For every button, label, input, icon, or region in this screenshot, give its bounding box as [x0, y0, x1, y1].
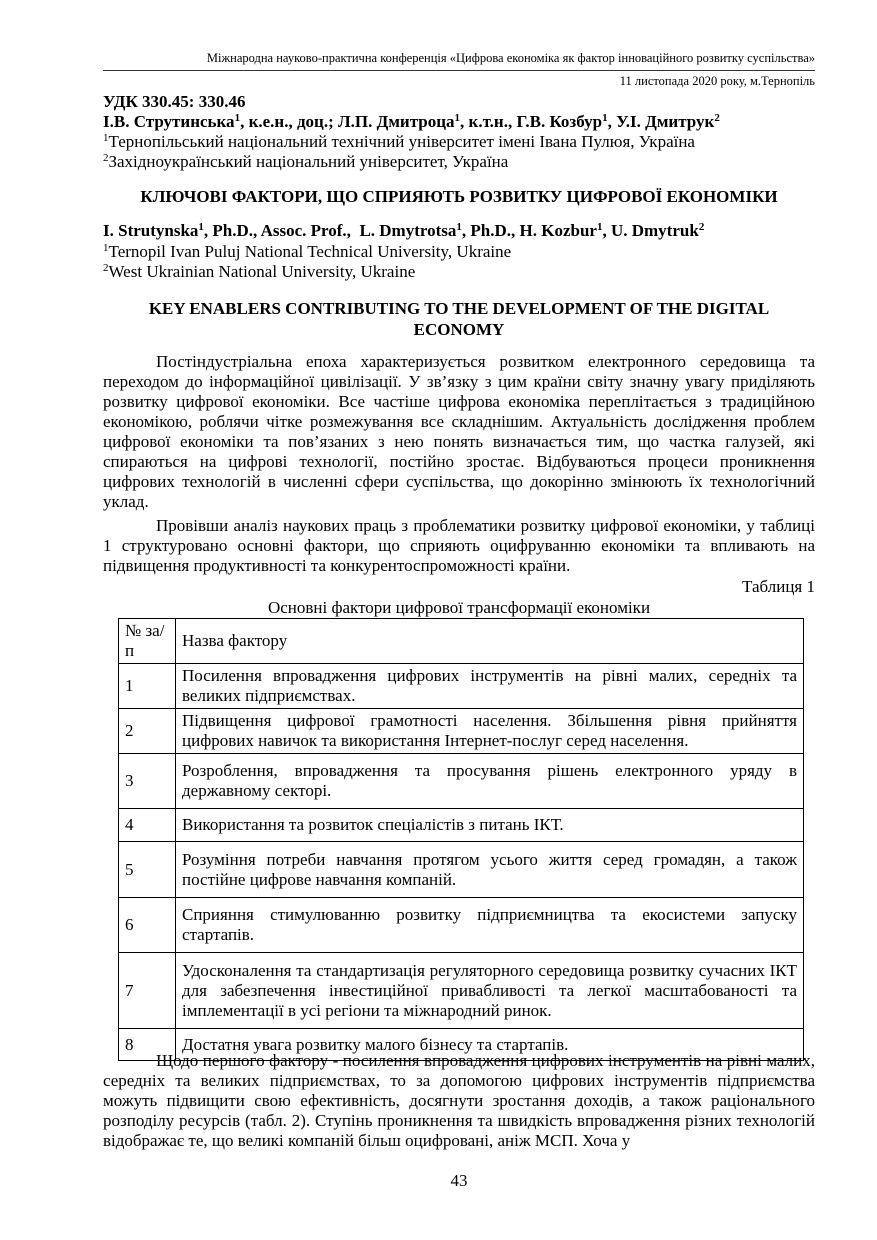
table-row — [119, 898, 804, 953]
udc-code: УДК 330.45: 330.46 — [103, 92, 246, 111]
affiliation-text: Тернопільський національний технічний університет імені Івана Пулюя, Україна — [108, 132, 695, 151]
author-credentials: , — [602, 221, 611, 240]
paper-title-en: KEY ENABLERS CONTRIBUTING TO THE DEVELOPMENT OF THE DIGITAL ECONOMY — [148, 299, 770, 339]
author-name: Г.В. Козбур — [516, 112, 603, 131]
table-row — [119, 709, 804, 754]
row-factor: Підвищення цифрової грамотності населення. Збільшення рівня прийняття цифрових навичок та використання Інтернет-послуг серед населення. — [176, 709, 804, 754]
author-name: I. Strutynska — [103, 221, 199, 240]
author-name: L. Dmytrotsa — [359, 221, 457, 240]
affiliation-text: Західноукраїнський національний університет, Україна — [108, 152, 509, 171]
body-paragraph-3: Щодо першого фактору - посилення впровадження цифрових інструментів на рівні малих, середніх та великих підприємствах, то за допомогою цифрових інструментів підприємства можуть підвищити свою ефективність, досягнути зростання доходів, а також раціонального розподілу ресурсів (табл. 2). Ступінь проникнення та швидкість впровадження різних технологій відображає те, що великі компаній більш оцифровані, аніж МСП. Хоча у — [103, 1051, 815, 1150]
authors-en — [103, 221, 815, 241]
affiliation-text: Ternopil Ivan Puluj National Technical University, Ukraine — [108, 242, 512, 261]
paper-title-ua: КЛЮЧОВІ ФАКТОРИ, ЩО СПРИЯЮТЬ РОЗВИТКУ ЦИФРОВОЇ ЕКОНОМІКИ — [140, 187, 778, 206]
affiliation-en-2 — [103, 262, 815, 282]
body-paragraph-2: Провівши аналіз наукових праць з проблематики розвитку цифрової економіки, у таблиці 1 структуровано основні фактори, що сприяють оцифруванню економіки та впливають на підвищення продуктивності та конкурентоспроможності країни. — [103, 516, 815, 575]
affiliation-sup: 2 — [103, 262, 109, 274]
row-number: 2 — [119, 709, 176, 754]
table-label: Таблиця 1 — [742, 577, 815, 596]
table-header-number: № за/п — [119, 619, 176, 664]
row-number: 5 — [119, 842, 176, 898]
row-number: 4 — [119, 809, 176, 842]
author-name: U. Dmytruk — [610, 221, 699, 240]
author-sup: 1 — [198, 221, 204, 233]
author-sup: 1 — [454, 112, 461, 124]
running-header-conference: Міжнародна науково-практична конференція «Цифрова економіка як фактор інноваційного розвитку суспільства» — [206, 51, 815, 65]
author-sup: 1 — [456, 221, 462, 233]
author-name: H. Kozbur — [519, 221, 597, 240]
page-number: 43 — [450, 1171, 468, 1190]
author-credentials: , — [607, 112, 617, 131]
row-factor: Використання та розвиток спеціалістів з питань ІКТ. — [176, 809, 804, 842]
affiliation-sup: 1 — [103, 242, 109, 254]
row-factor: Достатня увага розвитку малого бізнесу та стартапів. — [176, 1029, 804, 1061]
author-credentials: , Ph.D., — [461, 221, 520, 240]
author-name: Л.П. Дмитроца — [338, 112, 455, 131]
table-row — [119, 809, 804, 842]
author-credentials: , Ph.D., Assoc. Prof., — [203, 221, 360, 240]
author-name: І.В. Струтинська — [103, 112, 235, 131]
row-factor: Розроблення, впровадження та просування рішень електронного уряду в державному секторі. — [176, 754, 804, 809]
affiliation-en-1 — [103, 242, 815, 262]
affiliation-sup: 2 — [103, 152, 109, 164]
author-credentials: , к.т.н., — [460, 112, 517, 131]
table-row — [119, 664, 804, 709]
running-header-date: 11 листопада 2020 року, м.Тернопіль — [619, 74, 815, 88]
author-name: У.І. Дмитрук — [616, 112, 715, 131]
row-number: 6 — [119, 898, 176, 953]
body-paragraph-1: Постіндустріальна епоха характеризується розвитком електронного середовища та переходом до інформаційної цивілізації. У зв’язку з цим країни світу значну увагу приділяють розвитку цифрової економіки. Все частіше цифрова економіка переплітається з традиційною економікою, роблячи чітке розмежування все складнішим. Актуальність дослідження проблем цифрової економіки та пов’язаних з нею понять визначається тим, що частка галузей, які спираються на цифрові технології, постійно зростає. Відбуваються процеси проникнення цифрових технологій в численні сфери суспільства, що докорінно змінюють їх технологічний уклад. — [103, 352, 815, 511]
row-factor: Розуміння потреби навчання протягом усього життя серед громадян, а також постійне цифрове навчання компаній. — [176, 842, 804, 898]
author-sup: 1 — [602, 112, 608, 124]
table-header-factor: Назва фактору — [176, 619, 804, 664]
affiliation-ua-2 — [103, 152, 815, 172]
authors-ua — [103, 112, 815, 132]
affiliation-ua-1 — [103, 132, 815, 152]
author-sup: 1 — [596, 221, 603, 233]
author-sup: 2 — [698, 221, 705, 233]
affiliation-sup: 1 — [103, 132, 109, 144]
author-sup: 1 — [234, 112, 241, 124]
row-number: 8 — [119, 1029, 176, 1061]
row-number: 1 — [119, 664, 176, 709]
author-credentials: , к.е.н., доц.; — [240, 112, 339, 131]
factors-table — [118, 618, 804, 1061]
table-row — [119, 754, 804, 809]
header-rule — [103, 70, 815, 71]
table-row — [119, 842, 804, 898]
table-title: Основні фактори цифрової трансформації економіки — [267, 598, 651, 617]
row-factor: Посилення впровадження цифрових інструментів на рівні малих, середніх та великих підприємствах. — [176, 664, 804, 709]
row-number: 3 — [119, 754, 176, 809]
author-sup: 2 — [714, 112, 720, 124]
row-factor: Сприяння стимулюванню розвитку підприємництва та екосистеми запуску стартапів. — [176, 898, 804, 953]
affiliation-text: West Ukrainian National University, Ukraine — [108, 262, 416, 281]
row-factor: Удосконалення та стандартизація регуляторного середовища розвитку сучасних ІКТ для забезпечення інвестиційної привабливості та легкої масштабованості та імплементації в усі регіони та міжнародний ринок. — [176, 953, 804, 1029]
row-number: 7 — [119, 953, 176, 1029]
table-header-row — [119, 619, 804, 664]
table-row — [119, 953, 804, 1029]
